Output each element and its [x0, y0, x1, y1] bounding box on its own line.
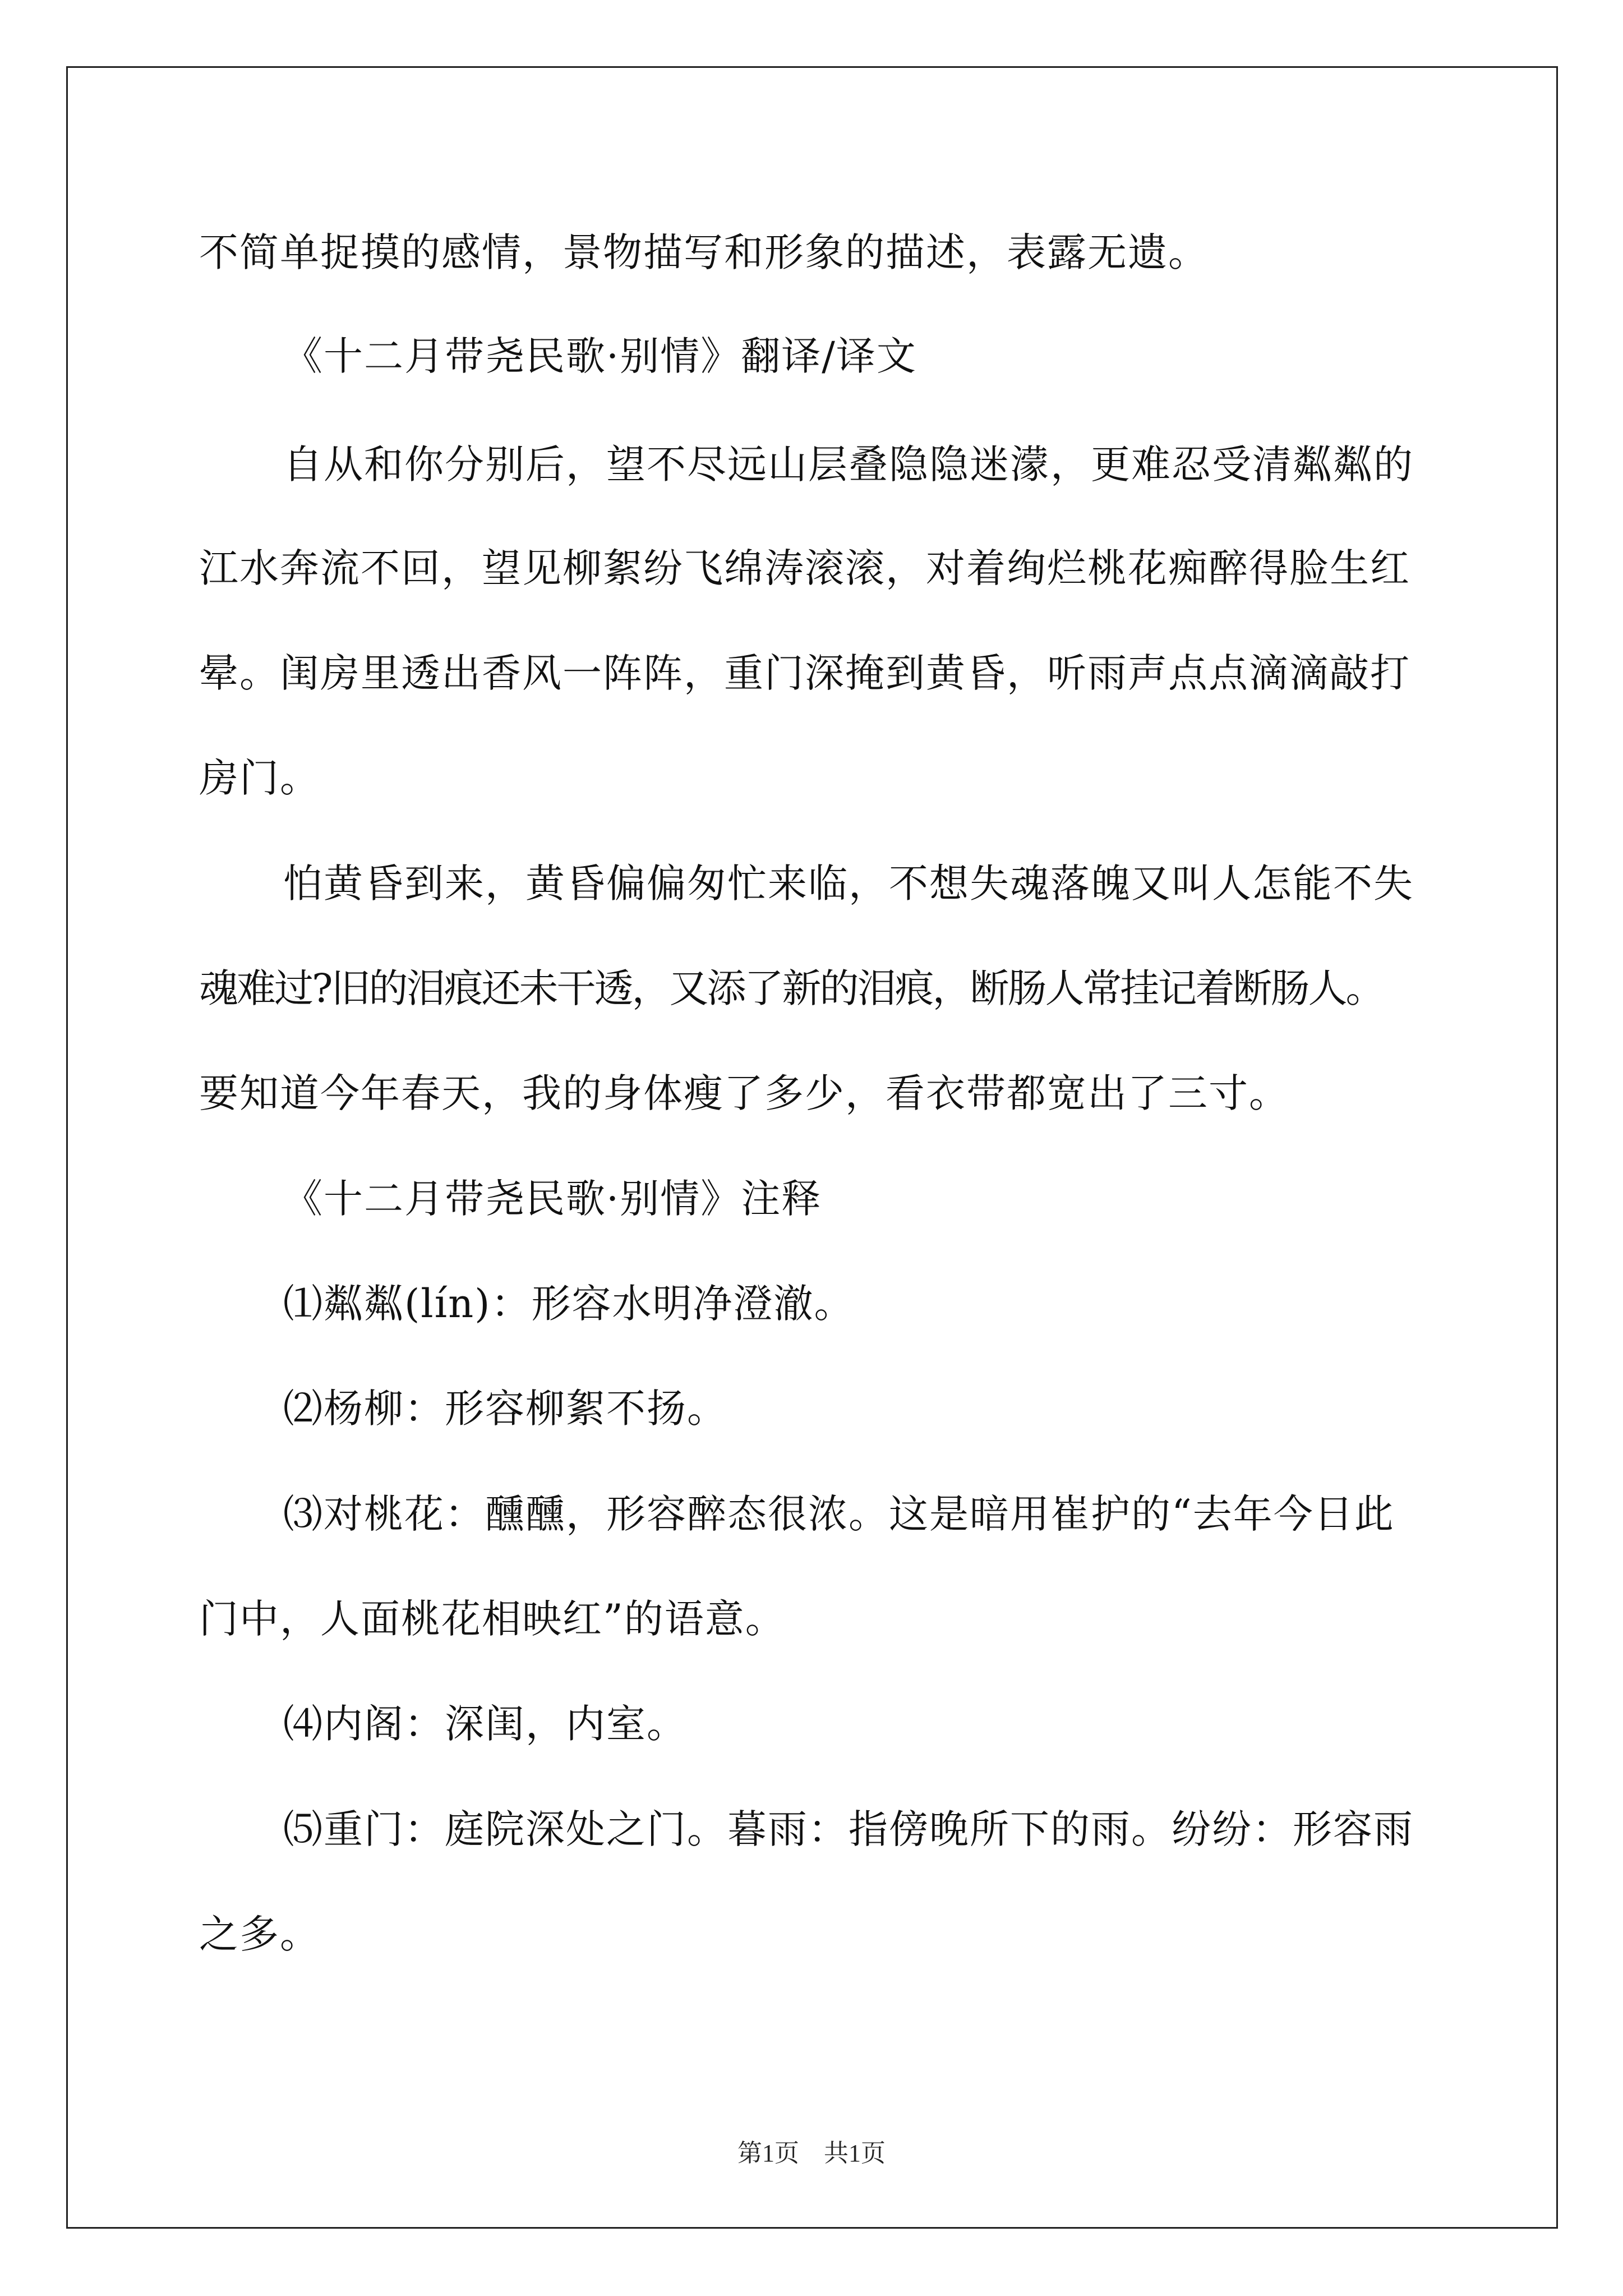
paragraph-line: 魂难过?旧的泪痕还未干透，又添了新的泪痕，断肠人常挂记着断肠人。 [199, 965, 1384, 1011]
paragraph-line: 江水奔流不回，望见柳絮纷飞绵涛滚滚，对着绚烂桃花痴醉得脸生红 [199, 545, 1410, 591]
paragraph-line: 自从和你分别后，望不尽远山层叠隐隐迷濛，更难忍受清粼粼的 [283, 441, 1414, 487]
note-item: ⑸重门：庭院深处之门。暮雨：指傍晚所下的雨。纷纷：形容雨 [283, 1806, 1414, 1852]
paragraph-line: 晕。闺房里透出香风一阵阵，重门深掩到黄昏，听雨声点点滴滴敲打 [199, 650, 1410, 696]
section-heading-notes: 《十二月带尧民歌·别情》注释 [283, 1176, 822, 1222]
page-border [66, 66, 1558, 2229]
paragraph-line: 不简单捉摸的感情，景物描写和形象的描述，表露无遗。 [199, 229, 1209, 275]
note-item: ⑷内阁：深闺，内室。 [283, 1701, 687, 1747]
page-number-footer: 第1页 共1页 [737, 2139, 886, 2167]
note-item: ⑵杨柳：形容柳絮不扬。 [283, 1386, 727, 1432]
paragraph-line: 怕黄昏到来，黄昏偏偏匆忙来临，不想失魂落魄又叫人怎能不失 [283, 861, 1414, 907]
section-heading-translation: 《十二月带尧民歌·别情》翻译/译文 [283, 333, 917, 379]
paragraph-line: 要知道今年春天，我的身体瘦了多少，看衣带都宽出了三寸。 [199, 1070, 1289, 1116]
note-item-continued: 之多。 [199, 1911, 320, 1957]
note-item-continued: 门中，人面桃花相映红”的语意。 [199, 1596, 786, 1642]
note-item: ⑶对桃花：醺醺，形容醉态很浓。这是暗用崔护的“去年今日此 [283, 1491, 1395, 1537]
note-item: ⑴粼粼(lín)：形容水明净澄澈。 [283, 1281, 855, 1327]
paragraph-line: 房门。 [199, 755, 320, 801]
